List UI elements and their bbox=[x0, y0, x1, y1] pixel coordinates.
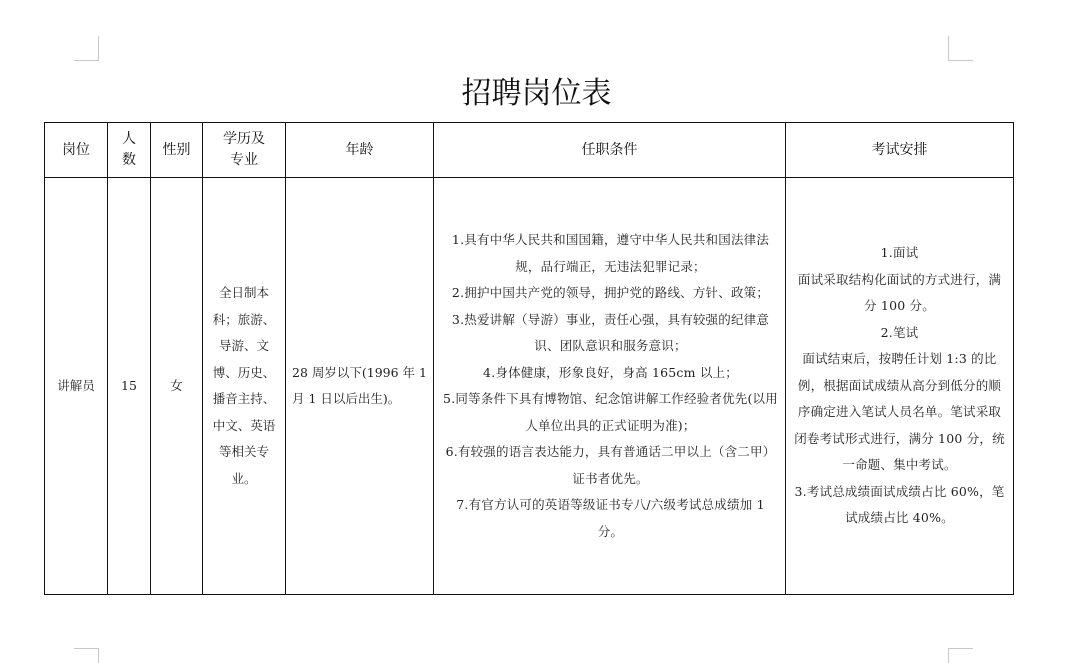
cell-exam bbox=[786, 178, 1014, 595]
cell-gender: 女 bbox=[151, 178, 203, 595]
header-education bbox=[203, 123, 286, 178]
header-count: 人数 bbox=[108, 123, 151, 178]
cell-education bbox=[203, 178, 286, 595]
crop-mark-bottom-left bbox=[74, 648, 99, 663]
exam-item: 面试采取结构化面试的方式进行，满分 100 分。 bbox=[797, 271, 1002, 314]
requirement-item: 6.有较强的语言表达能力，具有普通话二甲以上（含二甲）证书者优先。 bbox=[445, 444, 776, 486]
header-position: 岗位 bbox=[45, 123, 108, 178]
requirement-item: 5.同等条件下具有博物馆、纪念馆讲解工作经验者优先(以用人单位出具的正式证明为准)； bbox=[443, 391, 778, 433]
exam-item: 面试结束后，按聘任计划 1:3 的比例，根据面试成绩从高分到低分的顺序确定进入笔试人员名单。笔试采取闭卷考试形式进行，满分 100 分，统一命题、集中考试。 bbox=[794, 351, 1005, 473]
requirement-item: 1.具有中华人民共和国国籍，遵守中华人民共和国法律法规，品行端正，无违法犯罪记录； bbox=[451, 232, 770, 274]
exam-item: 3.考试总成绩面试成绩占比 60%，笔试成绩占比 40%。 bbox=[794, 483, 1005, 526]
table-header-row bbox=[45, 123, 1014, 178]
requirement-item: 4.身体健康，形象良好，身高 165cm 以上； bbox=[483, 364, 738, 380]
crop-mark-top-left bbox=[74, 36, 99, 61]
requirement-item: 3.热爱讲解（导游）事业，责任心强，具有较强的纪律意识、团队意识和服务意识； bbox=[451, 311, 770, 353]
page-title: 招聘岗位表 bbox=[461, 76, 612, 111]
table-row bbox=[45, 178, 1014, 595]
cell-requirements bbox=[434, 178, 786, 595]
crop-mark-bottom-right bbox=[948, 648, 973, 663]
header-exam: 考试安排 bbox=[786, 123, 1014, 178]
exam-item: 2.笔试 bbox=[880, 324, 919, 340]
exam-item: 1.面试 bbox=[880, 245, 919, 261]
cell-position: 讲解员 bbox=[45, 178, 108, 595]
header-age: 年龄 bbox=[286, 123, 434, 178]
header-gender: 性别 bbox=[151, 123, 203, 178]
age-text: 28 周岁以下(1996 年 1 月 1 日以后出生)。 bbox=[292, 364, 427, 406]
requirement-item: 7.有官方认可的英语等级证书专八/六级考试总成绩加 1 分。 bbox=[456, 497, 765, 539]
cell-count: 15 bbox=[108, 178, 151, 595]
header-education-line2: 专业 bbox=[230, 152, 258, 168]
recruitment-table bbox=[44, 122, 1014, 595]
cell-age bbox=[286, 178, 434, 595]
education-text: 全日制本科；旅游、导游、文博、历史、播音主持、中文、英语等相关专业。 bbox=[212, 285, 276, 486]
requirement-item: 2.拥护中国共产党的领导，拥护党的路线、方针、政策； bbox=[451, 285, 770, 300]
header-education-line1: 学历及 bbox=[223, 131, 265, 147]
header-requirements: 任职条件 bbox=[434, 123, 786, 178]
crop-mark-top-right bbox=[948, 36, 973, 61]
